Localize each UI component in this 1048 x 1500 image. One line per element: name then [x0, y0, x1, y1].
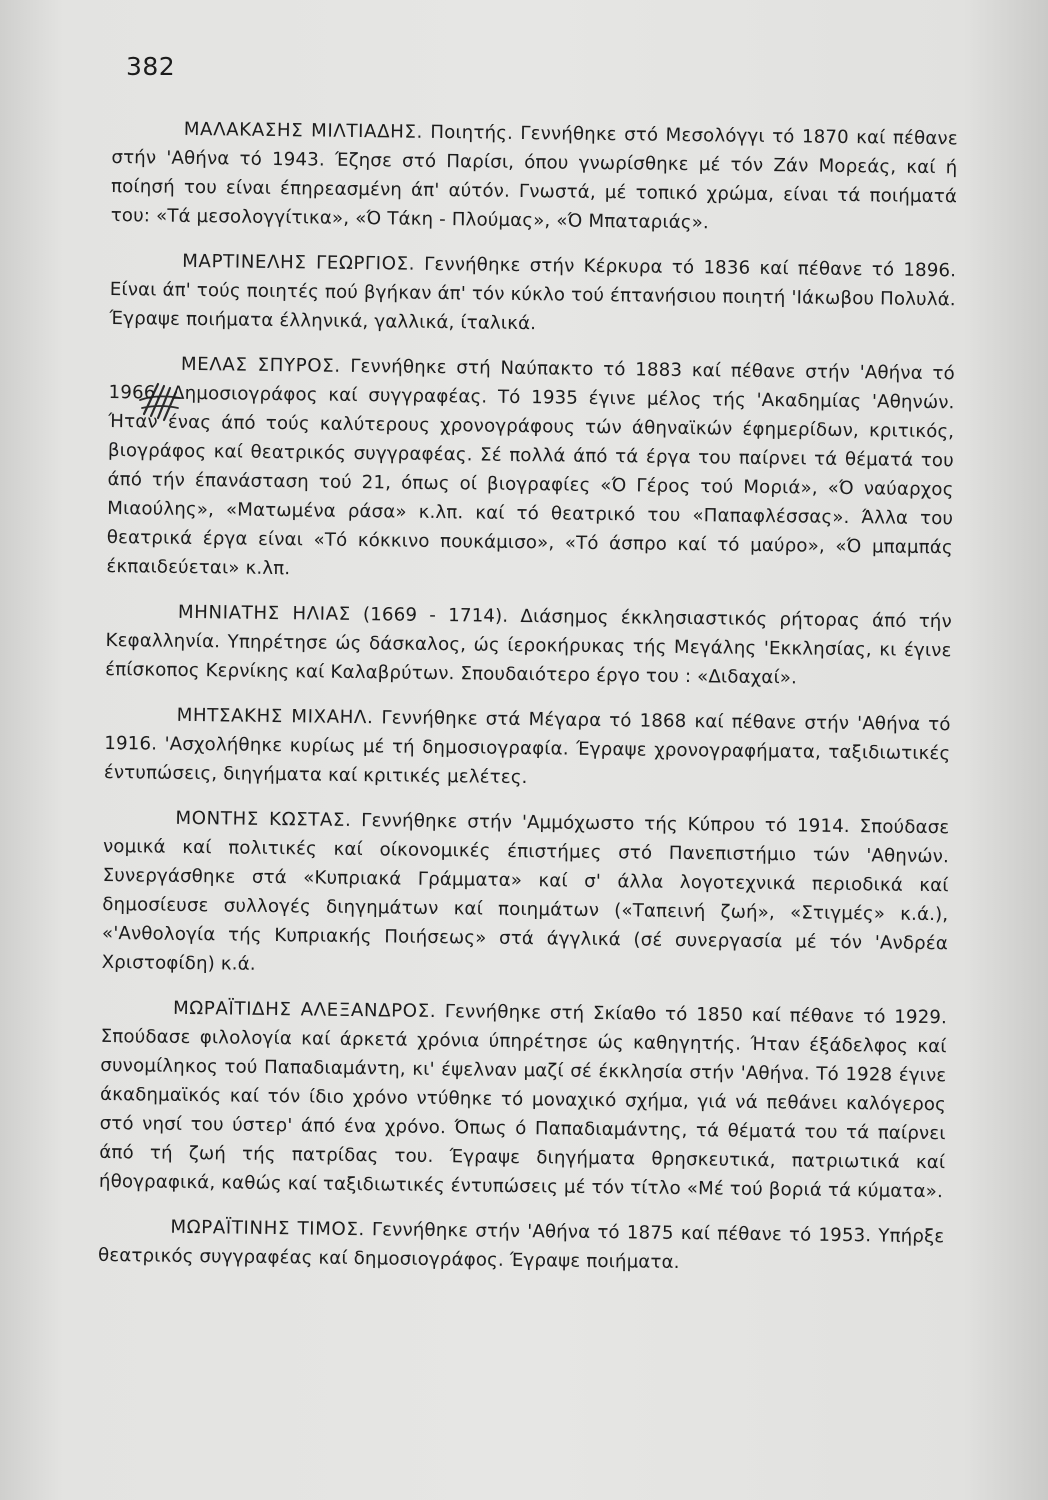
entry-text: Γεννήθηκε στή Ναύπακτο τό 1883 καί πέθανε στήν 'Αθήνα τό 1966. Δημοσιογράφος καί συγγραφέας. Τό 1935 έγινε μέλος τής 'Ακαδημίας 'Αθηνών. Ήταν ένας άπό τούς καλύτερους χρονογράφους τών άθηναϊκών έφημερίδων, κριτικός, βιογράφος καί θεατρικός συγγραφέας. Σέ πολλά άπό τά έργα του παίρνει τά θέματά του άπό τήν έπανάσταση τού 21, όπως οί βιογραφίες «Ό Γέρος τού Μοριά», «Ό ναύαρχος Μιαούλης», «Ματωμένα ράσα» κ.λπ. καί τό θεατρικό του «Παπαφλέσσας». Άλλα του θεατρικά έργα είναι «Τό κόκκινο πουκάμισο», «Τό άσπρο καί τό μαύρο», «Ό μπαμπάς έκπαιδεύεται» κ.λπ. — [106, 355, 956, 580]
entry-text: Γεννήθηκε στήν 'Αθήνα τό 1875 καί πέθανε τό 1953. Υπήρξε θεατρικός συγγραφέας καί δημοσιογράφος. Έγραψε ποιήματα. — [97, 1219, 945, 1274]
entry-text: Γεννήθηκε στήν 'Αμμόχωστο τής Κύπρου τό 1914. Σπούδασε νομικά καί πολιτικές καί οίκονομικές έπιστήμες στό Πανεπιστήμιο τών 'Αθηνών. Συνεργάσθηκε στά «Κυπριακά Γράμματα» καί σ' άλλα λογοτεχνικά περιοδικά καί δημοσίευσε συλλογές διηγημάτων καί ποιημάτων («Ταπεινή ζωή», «Στιγμές» κ.ά.), «'Ανθολογία τής Κυπριακής Ποιήσεως» στά άγγλικά (σέ συνεργασία μέ τόν 'Ανδρέα Χριστοφίδη) κ.ά. — [101, 809, 950, 975]
entry-moraitidis — [99, 993, 947, 1206]
entry-paragraph — [104, 700, 951, 797]
entry-montis — [101, 803, 949, 987]
entry-list — [98, 114, 958, 1296]
entry-paragraph — [109, 246, 956, 343]
page-number: 382 — [126, 52, 176, 81]
entry-moraitinis — [98, 1212, 945, 1280]
entry-mitsakis — [104, 700, 951, 797]
entry-malakasis — [111, 114, 958, 240]
entry-name: ΜΕΛΑΣ ΣΠΥΡΟΣ. — [180, 353, 341, 377]
entry-paragraph — [101, 803, 949, 987]
entry-name: ΜΑΡΤΙΝΕΛΗΣ ΓΕΩΡΓΙΟΣ. — [182, 250, 416, 275]
entry-miniatis — [105, 597, 952, 694]
entry-paragraph — [111, 114, 958, 240]
entry-name: ΜΗΝΙΑΤΗΣ ΗΛΙΑΣ — [177, 601, 351, 625]
entry-paragraph — [99, 993, 947, 1206]
entry-text: Γεννήθηκε στά Μέγαρα τό 1868 καί πέθανε στήν 'Αθήνα τό 1916. 'Ασχολήθηκε κυρίως μέ τή δημοσιογραφία. Έγραψε χρονογραφήματα, ταξιδιωτικές έντυπώσεις, διηγήματα καί κριτικές μελέτες. — [103, 707, 951, 789]
entry-name: ΜΗΤΣΑΚΗΣ ΜΙΧΑΗΛ. — [176, 704, 374, 729]
entry-paragraph — [98, 1212, 945, 1280]
entry-name: ΜΟΝΤΗΣ ΚΩΣΤΑΣ. — [175, 807, 352, 831]
entry-text: Γεννήθηκε στή Σκίαθο τό 1850 καί πέθανε τό 1929. Σπούδασε φιλολογία καί άρκετά χρόνια ύπηρέτησε ώς καθηγητής. Ήταν έξάδελφος καί συνομίληκος τού Παπαδιαμάντη, κι' έψελναν μαζί σέ έκκλησία στήν 'Αθήνα. Τό 1928 έγινε άκαδημαϊκός καί τόν ίδιο χρόνο ντύθηκε τό μοναχικό σχήμα, γιά νά πεθάνει καλόγερος στό νησί του ύστερ' άπό ένα χρόνο. Όπως ό Παπαδιαμάντης, τά θέματά του τά παίρνει άπό τή ζωή τής πατρίδας του. Έγραψε διηγήματα θρησκευτικά, πατριωτικά καί ήθογραφικά, καθώς καί ταξιδιωτικές έντυπώσεις μέ τόν τίτλο «Μέ τού βοριά τά κύματα». — [98, 1001, 948, 1203]
entry-text: Ποιητής. Γεννήθηκε στό Μεσολόγγι τό 1870 καί πέθανε στήν 'Αθήνα τό 1943. Έζησε στό Παρίσι, όπου γνωρίσθηκε μέ τόν Ζάν Μορεάς, καί ή ποίησή του είναι έπηρεασμένη άπ' αύτόν. Γνωστά, μέ τοπικό χρώμα, είναι τά ποιήματά του: «Τά μεσολογγίτικα», «Ό Τάκη - Πλούμας», «Ό Μπαταριάς». — [110, 121, 958, 234]
entry-martinelis — [109, 246, 956, 343]
entry-text: (1669 - 1714). Διάσημος έκκλησιαστικός ρήτορας άπό τήν Κεφαλληνία. Υπηρέτησε ώς δάσκαλος, ώς ίεροκήρυκας τής Μεγάλης 'Εκκλησίας, κι έγινε έπίσκοπος Κερνίκης καί Καλαβρύτων. Σπουδαιότερο έργο του : «Διδαχαί». — [105, 603, 952, 689]
entry-paragraph — [106, 349, 955, 591]
entry-name: ΜΑΛΑΚΑΣΗΣ ΜΙΛΤΙΑΔΗΣ. — [183, 118, 424, 143]
entry-name: ΜΩΡΑΪΤΙΝΗΣ ΤΙΜΟΣ. — [170, 1216, 366, 1241]
entry-melas — [106, 349, 955, 591]
entry-paragraph — [105, 597, 952, 694]
entry-text: Γεννήθηκε στήν Κέρκυρα τό 1836 καί πέθανε τό 1896. Είναι άπ' τούς ποιητές πού βγήκαν άπ' τόν κύκλο τού έπτανήσιου ποιητή 'Ιάκωβου Πολυλά. Έγραψε ποιήματα έλληνικά, γαλλικά, ίταλικά. — [109, 253, 957, 335]
entry-name: ΜΩΡΑΪΤΙΔΗΣ ΑΛΕΞΑΝΔΡΟΣ. — [172, 997, 437, 1023]
